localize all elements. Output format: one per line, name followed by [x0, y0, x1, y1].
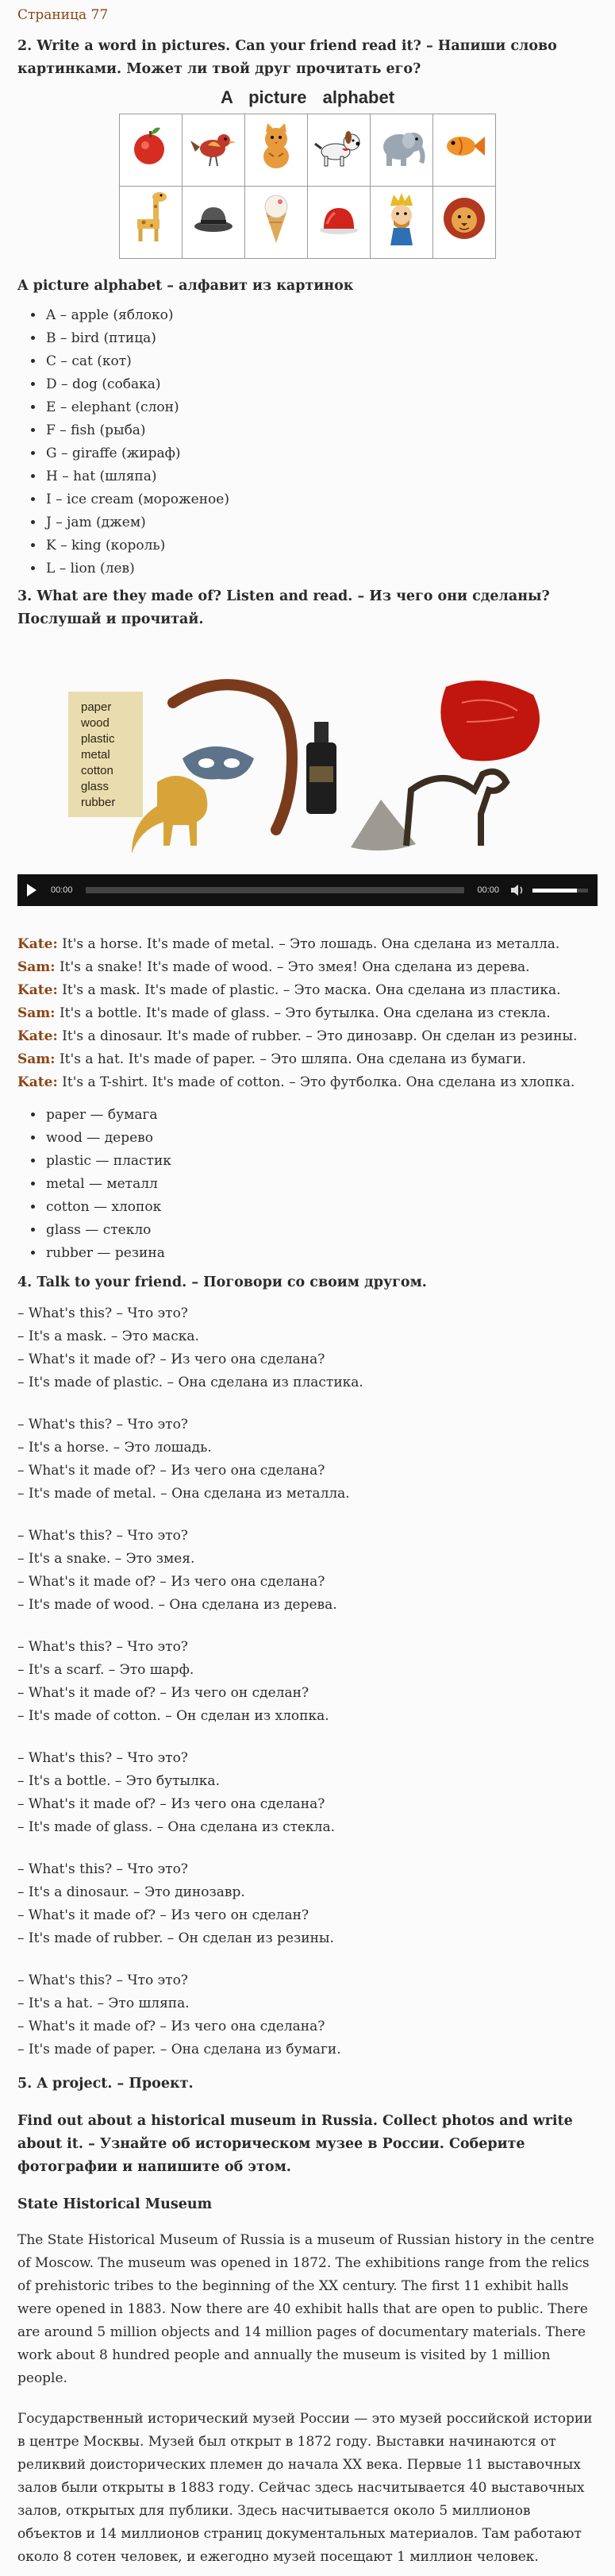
alphabet-list: [17, 304, 598, 580]
card-word: rubber: [81, 796, 116, 809]
dialogue-line: – What's this? – Что это?: [17, 1750, 188, 1766]
dialogue-line: – It's made of rubber. – Он сделан из резины.: [17, 1930, 334, 1946]
dialogue-line: – What's this? – Что это?: [17, 1528, 188, 1544]
dialogue-line: [17, 1048, 598, 1071]
dialogue-block: [17, 1969, 598, 2061]
dialogue-line: – It's made of cotton. – Он сделан из хлопка.: [17, 1708, 329, 1724]
dialogue-line: – What's it made of? – Из чего он сделан?: [17, 1907, 309, 1923]
line-text: It's a bottle. It's made of glass. – Это бутылка. Она сделана из стекла.: [59, 1005, 551, 1021]
dinosaur-icon: [132, 776, 207, 854]
card-word: paper: [81, 700, 112, 714]
dialogue-line: – What's this? – Что это?: [17, 1861, 188, 1877]
volume-slider[interactable]: [532, 889, 588, 893]
card-word: cotton: [81, 764, 113, 777]
volume-icon[interactable]: [510, 884, 525, 897]
dialogue-line: – What's this? – Что это?: [17, 1417, 188, 1433]
dialogue-line: – What's it made of? – Из чего она сделана?: [17, 2019, 325, 2034]
line-text: It's a mask. It's made of plastic. – Это маска. Она сделана из пластика.: [62, 982, 561, 998]
card-word: plastic: [81, 732, 115, 746]
dialogue-block: [17, 1525, 598, 1617]
speaker-name: Sam:: [17, 1005, 56, 1021]
dialogue-line: – It's made of glass. – Она сделана из стекла.: [17, 1819, 336, 1835]
dialogue-line: – What's it made of? – Из чего она сделана?: [17, 1352, 325, 1367]
speaker-name: Kate:: [17, 1074, 58, 1090]
dog-icon: [308, 114, 371, 187]
museum-title: State Historical Museum: [17, 2196, 213, 2212]
card-word: wood: [81, 716, 110, 730]
lion-icon: [433, 187, 496, 259]
jam-icon: [308, 187, 371, 259]
museum-paragraph-en: The State Historical Museum of Russia is a museum of Russian history in the centre of Moscow. The museum was opened in 1872. The exhibitions range from the relics of prehistoric tribes to the beginning of the XX century. The first 11 exhibit halls were opened in 1883. Now there are 40 exhibit halls that are open to public. There are around 5 million objects and 14 million pages of documentary materials. There work about 8 hundred people and annually the museum is visited by 1 million people.: [17, 2232, 594, 2386]
dialogue-block: [17, 1302, 598, 1394]
ice-cream-icon: [245, 187, 308, 259]
play-icon[interactable]: [27, 884, 37, 897]
list-item: • glass — стекло: [44, 1219, 598, 1242]
list-item: • metal — металл: [44, 1173, 598, 1196]
list-item: • G – giraffe (жираф): [44, 442, 598, 465]
task5-heading: 5. A project. – Проект.: [17, 2076, 194, 2092]
list-item: • D – dog (собака): [44, 373, 598, 396]
audio-progress-bar[interactable]: [86, 887, 465, 893]
materials-figure: [17, 647, 598, 870]
dialogue-line: – What's it made of? – Из чего она сделана?: [17, 1796, 325, 1812]
dialogue-line: [17, 1002, 598, 1025]
dialogue-block: [17, 1413, 598, 1506]
card-word: glass: [81, 780, 110, 793]
dialogue-line: – It's a mask. – Это маска.: [17, 1328, 199, 1344]
task3-heading: 3. What are they made of? Listen and read. – Из чего они сделаны? Послушай и прочитай.: [17, 588, 550, 627]
dialogue-line: – What's this? – Что это?: [17, 1305, 188, 1321]
speaker-name: Sam:: [17, 959, 56, 975]
audio-current-time: 00:00: [51, 885, 73, 895]
list-item: • H – hat (шляпа): [44, 465, 598, 488]
king-icon: [371, 187, 433, 259]
task2-heading: 2. Write a word in pictures. Can your friend read it? – Напиши слово картинками. Может ли твой друг прочитать его?: [17, 38, 557, 77]
dialogue-line: – What's it made of? – Из чего она сделана?: [17, 1574, 325, 1590]
dialogue: [17, 933, 598, 1094]
line-text: It's a hat. It's made of paper. – Это шляпа. Она сделана из бумаги.: [59, 1051, 526, 1067]
dialogue-line: – It's made of plastic. – Она сделана из пластика.: [17, 1375, 363, 1390]
dialogue-line: – It's a horse. – Это лошадь.: [17, 1440, 212, 1456]
dialogue-line: – It's made of metal. – Она сделана из металла.: [17, 1486, 350, 1502]
figure-title: A picture alphabet: [220, 87, 395, 107]
line-text: It's a horse. It's made of metal. – Это лошадь. Она сделана из металла.: [62, 936, 560, 952]
dialogue-line: – It's a scarf. – Это шарф.: [17, 1662, 194, 1678]
list-item: • K – king (король): [44, 534, 598, 557]
list-item: • F – fish (рыба): [44, 419, 598, 442]
vocab-list: [17, 1104, 598, 1265]
speaker-name: Kate:: [17, 936, 58, 952]
giraffe-icon: [120, 187, 183, 259]
apple-icon: [120, 114, 183, 187]
task4-heading: 4. Talk to your friend. – Поговори со своим другом.: [17, 1275, 427, 1290]
list-item: • paper — бумага: [44, 1104, 598, 1127]
list-item: • A – apple (яблоко): [44, 304, 598, 327]
dialogue-line: [17, 933, 598, 956]
list-item: • I – ice cream (мороженое): [44, 488, 598, 511]
alphabet-list-heading: A picture alphabet – алфавит из картинок: [17, 278, 354, 294]
page-link[interactable]: Страница 77: [17, 7, 109, 23]
elephant-icon: [371, 114, 433, 187]
audio-duration: 00:00: [477, 885, 499, 895]
dialogue-block: [17, 1636, 598, 1728]
dialogue-line: – It's a dinosaur. – Это динозавр.: [17, 1884, 245, 1900]
fish-icon: [433, 114, 496, 187]
list-item: • wood — дерево: [44, 1127, 598, 1150]
dialogue-block: [17, 1747, 598, 1839]
cat-icon: [245, 114, 308, 187]
list-item: • plastic — пластик: [44, 1150, 598, 1173]
bottle-icon: [306, 722, 336, 814]
speaker-name: Kate:: [17, 1028, 58, 1044]
dialogue-line: – It's made of paper. – Она сделана из бумаги.: [17, 2042, 341, 2057]
list-item: • rubber — резина: [44, 1242, 598, 1265]
hat-icon: [183, 187, 245, 259]
mask-icon: [183, 746, 254, 779]
speaker-name: Sam:: [17, 1051, 56, 1067]
picture-alphabet-figure: [17, 86, 598, 259]
alphabet-grid: [119, 114, 496, 259]
speaker-name: Kate:: [17, 982, 58, 998]
line-text: It's a snake! It's made of wood. – Это змея! Она сделана из дерева.: [59, 959, 530, 975]
dialogue-line: – It's a hat. – Это шляпа.: [17, 1996, 190, 2011]
list-item: • B – bird (птица): [44, 327, 598, 350]
line-text: It's a dinosaur. It's made of rubber. – Это динозавр. Он сделан из резины.: [62, 1028, 578, 1044]
dialogue-line: – What's it made of? – Из чего она сделана?: [17, 1463, 325, 1479]
list-item: • J – jam (джем): [44, 511, 598, 534]
dialogue-line: – It's a snake. – Это змея.: [17, 1551, 195, 1567]
dialogue-block: [17, 1858, 598, 1950]
bird-icon: [183, 114, 245, 187]
dialogue-line: [17, 1025, 598, 1048]
line-text: It's a T-shirt. It's made of cotton. – Это футболка. Она сделана из хлопка.: [62, 1074, 575, 1090]
card-word: metal: [81, 748, 110, 762]
dialogue-line: [17, 979, 598, 1002]
list-item: • E – elephant (слон): [44, 396, 598, 419]
dialogue-line: [17, 956, 598, 979]
dialogue-line: – What's this? – Что это?: [17, 1972, 188, 1988]
dialogue-line: – What's this? – Что это?: [17, 1639, 188, 1655]
dialogue-line: – What's it made of? – Из чего он сделан?: [17, 1685, 309, 1701]
audio-player[interactable]: [17, 874, 598, 906]
museum-paragraph-ru: Государственный исторический музей России — это музей российской истории в центре Москвы. Музей был открыт в 1872 году. Выставки начинаются от реликвий доисторических племен до начала XX века. Первые 11 выставочных залов были открыты в 1883 году. Сейчас здесь насчитывается 40 выставочных залов, открытых для публики. Здесь насчитывается около 5 миллионов объектов и 14 миллионов страниц документальных материалов. Там работают около 8 сотен человек, и ежегодно музей посещают 1 миллион человек.: [17, 2411, 593, 2565]
task5-subheading: Find out about a historical museum in Russia. Collect photos and write about it. – Узнайте об историческом музее в России. Соберите фотографии и напишите об этом.: [17, 2113, 573, 2175]
list-item: • L – lion (лев): [44, 557, 598, 580]
dialogue-line: – It's made of wood. – Она сделана из дерева.: [17, 1597, 337, 1613]
dialogue-line: – It's a bottle. – Это бутылка.: [17, 1773, 220, 1789]
horse-icon: [406, 772, 506, 846]
list-item: • C – cat (кот): [44, 350, 598, 373]
list-item: • cotton — хлопок: [44, 1196, 598, 1219]
dialogue-line: [17, 1071, 598, 1094]
